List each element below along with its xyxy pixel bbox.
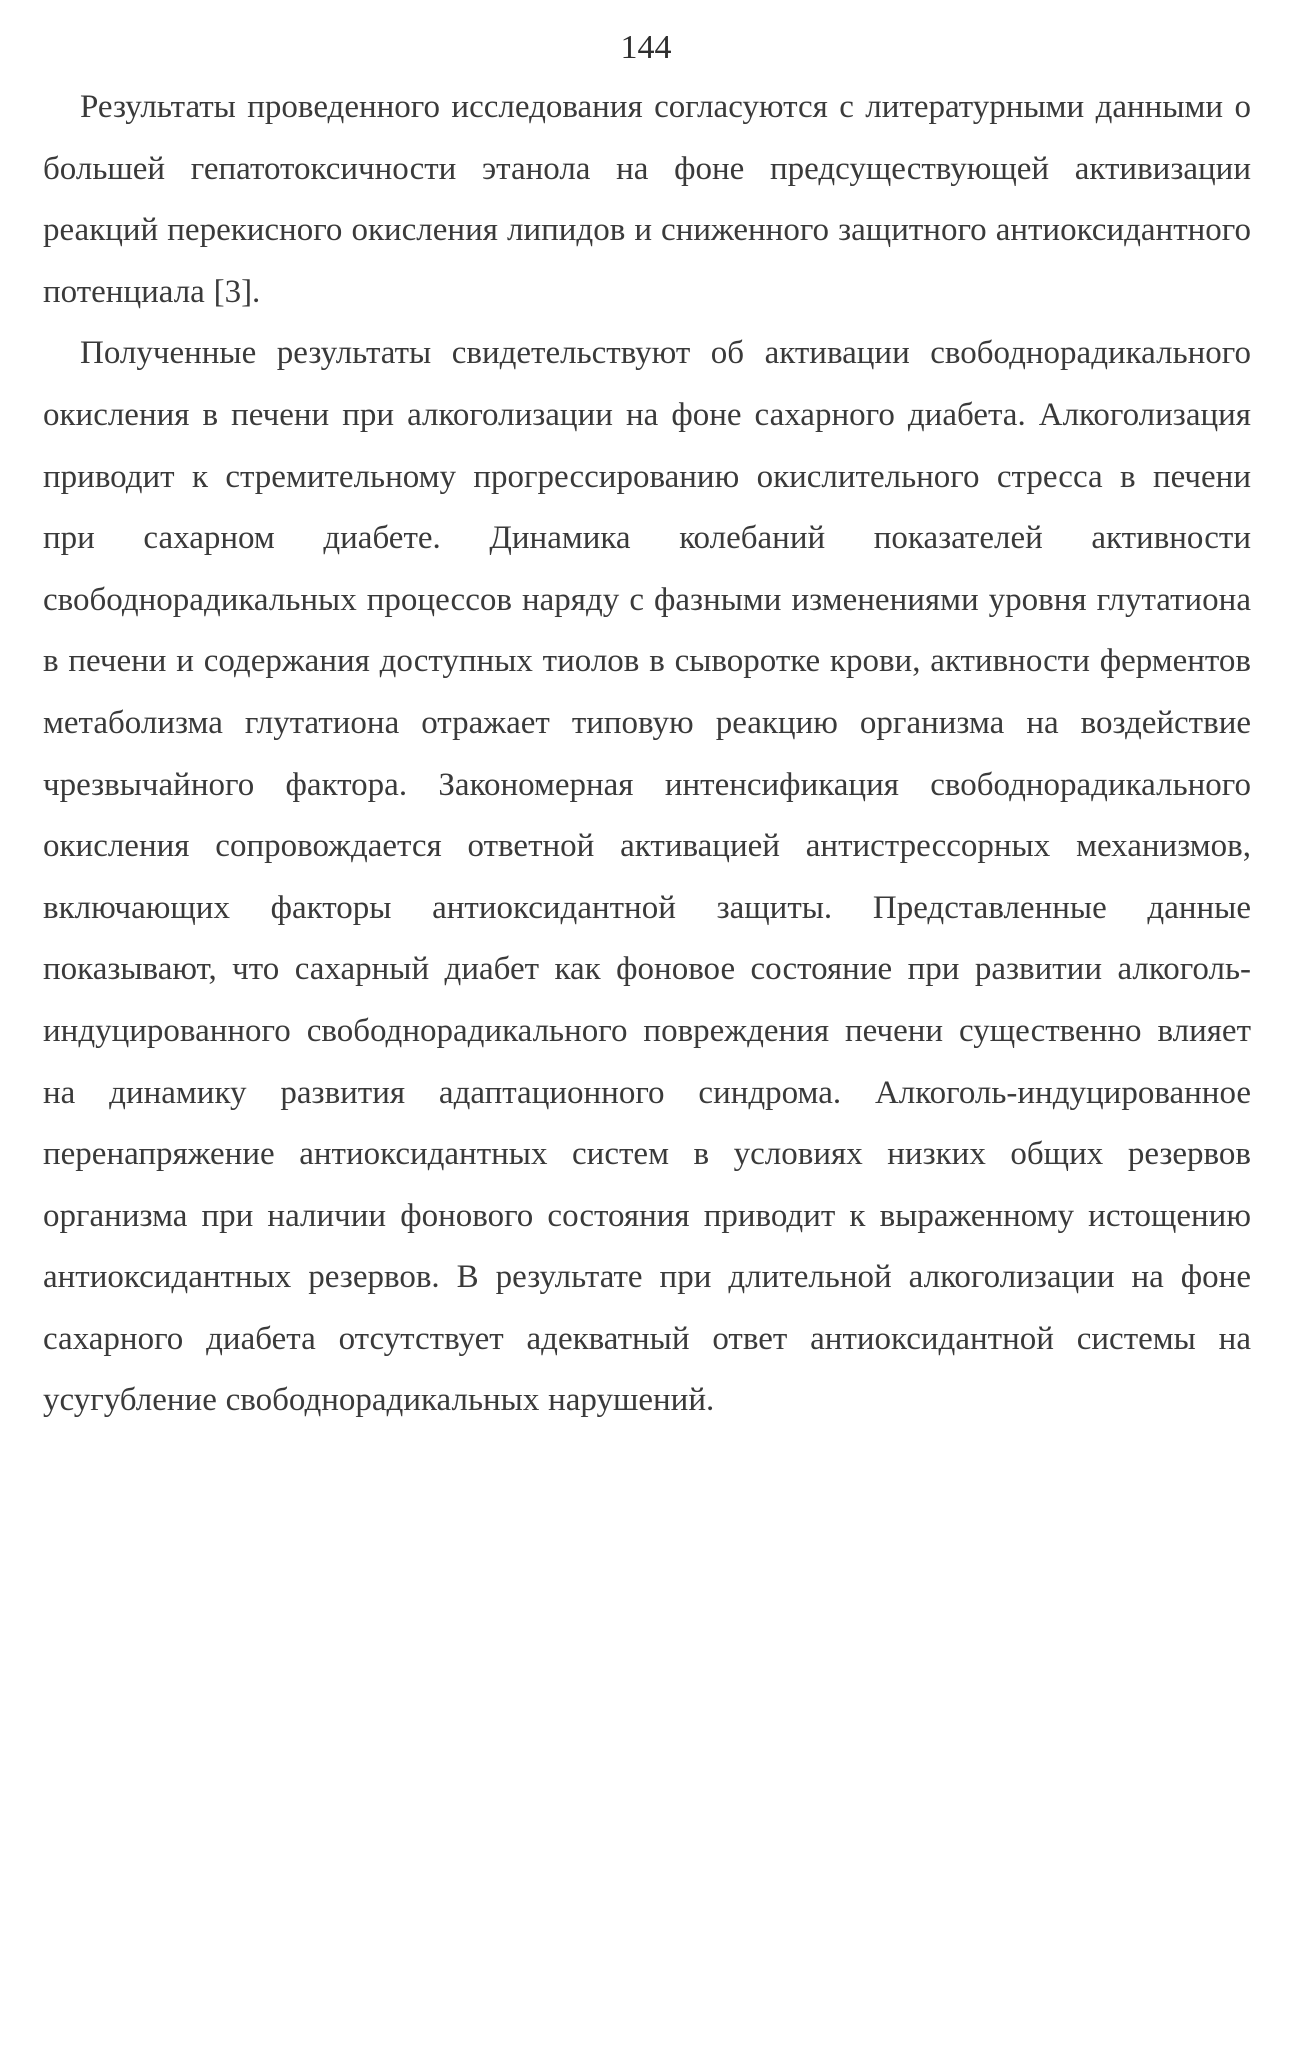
paragraph-2: Полученные результаты свидетельствуют об активации свободнорадикального окисления в печени при алкоголизации на фоне сахарного диабета. Алкоголизация приводит к стремительному прогрессированию окислительного стресса в печени при сахарном диабете. Динамика колебаний показателей активности свободнорадикальных процессов наряду с фазными изменениями уровня глутатиона в печени и содержания доступных тиолов в сыворотке крови, активности ферментов метаболизма глутатиона отражает типовую реакцию организма на воздействие чрезвычайного фактора. Закономерная интенсификация свободнорадикального окисления сопровождается ответной активацией антистрессорных механизмов, включающих факторы антиоксидантной защиты. Представленные данные показывают, что сахарный диабет как фоновое состояние при развитии алкоголь-индуцированного свободнорадикального повреждения печени существенно влияет на динамику развития адаптационного синдрома. Алкоголь-индуцированное перенапряжение антиоксидантных систем в условиях низких общих резервов организма при наличии фонового состояния приводит к выраженному истощению антиоксидантных резервов. В результате при длительной алкоголизации на фоне сахарного диабета отсутствует адекватный ответ антиоксидантной системы на усугубление свободнорадикальных нарушений. <box>43 335 1251 1419</box>
paragraph-1: Результаты проведенного исследования согласуются с литературными данными о большей гепатотоксичности этанола на фоне предсуществующей активизации реакций перекисного окисления липидов и сниженного защитного антиоксидантного потенциала [3]. <box>43 89 1251 310</box>
page-number: 144 <box>620 29 672 66</box>
body-text <box>43 77 1251 1432</box>
